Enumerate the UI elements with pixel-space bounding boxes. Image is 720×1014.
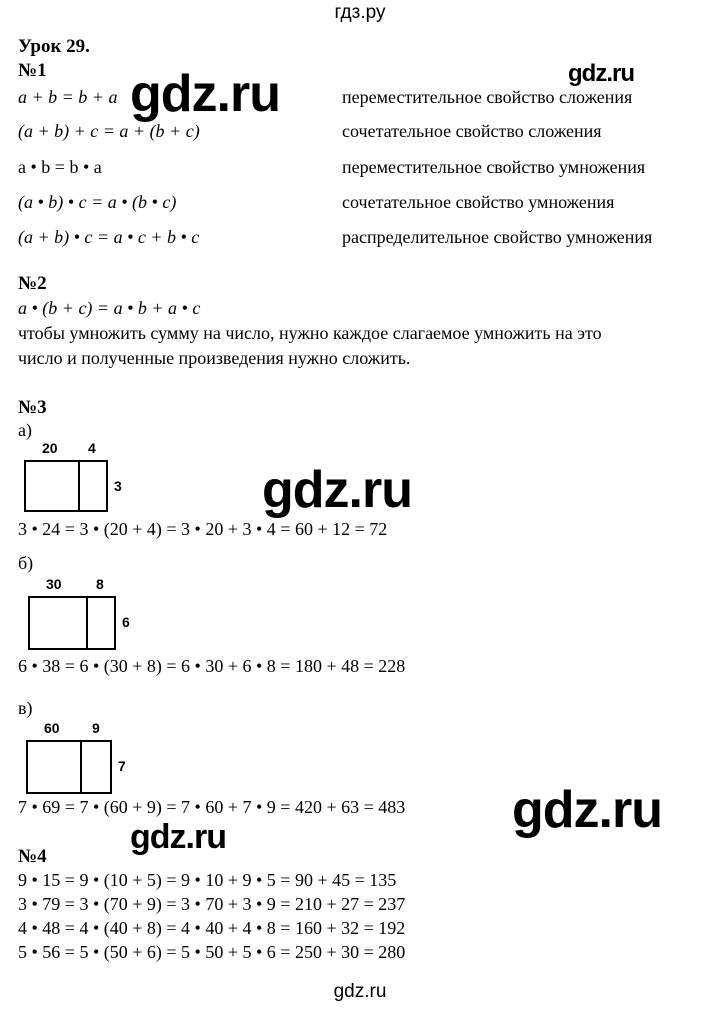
diagram-c-divider [80, 740, 82, 794]
task1-formula-3: a • b = b • a [18, 157, 102, 177]
diagram-a-rectangle [24, 460, 108, 512]
watermark-2: gdz.ru [568, 60, 634, 87]
diagram-c-top-left-label: 60 [44, 720, 60, 736]
task3-part-a-diagram [20, 440, 140, 520]
task1-property-5: распределительное свойство умножения [342, 227, 653, 247]
diagram-b-divider [86, 596, 88, 650]
diagram-b-top-right-label: 8 [96, 576, 104, 592]
lesson-title: Урок 29. [18, 36, 90, 57]
diagram-c-top-right-label: 9 [92, 720, 100, 736]
task3-part-c-diagram [24, 720, 144, 800]
task1-property-4: сочетательное свойство умножения [342, 192, 615, 212]
diagram-b-top-left-label: 30 [46, 576, 62, 592]
diagram-a-top-left-label: 20 [42, 440, 58, 456]
task3-part-b-equation: 6 • 38 = 6 • (30 + 8) = 6 • 30 + 6 • 8 = 180 + 48 = 228 [18, 656, 406, 676]
diagram-c-side-label: 7 [118, 758, 126, 774]
task4-line-4: 5 • 56 = 5 • (50 + 6) = 5 • 50 + 5 • 6 = 250 + 30 = 280 [18, 942, 406, 962]
task2-formula: a • (b + c) = a • b + a • c [18, 298, 201, 318]
task3-part-a-letter: а) [18, 420, 32, 440]
task4-line-1: 9 • 15 = 9 • (10 + 5) = 9 • 10 + 9 • 5 = 90 + 45 = 135 [18, 870, 397, 890]
task1-property-1: переместительное свойство сложения [342, 87, 633, 107]
site-footer: gdz.ru [333, 981, 387, 1002]
diagram-a-side-label: 3 [114, 478, 122, 494]
watermark-5: gdz.ru [130, 818, 226, 856]
task3-part-a-equation: 3 • 24 = 3 • (20 + 4) = 3 • 20 + 3 • 4 = 60 + 12 = 72 [18, 519, 388, 539]
diagram-b-rectangle [28, 596, 116, 650]
diagram-c-rectangle [26, 740, 112, 794]
diagram-a-top-right-label: 4 [88, 440, 96, 456]
task1-heading: №1 [18, 60, 47, 81]
task3-part-b-letter: б) [18, 553, 34, 573]
task3-heading: №3 [18, 397, 47, 418]
watermark-4: gdz.ru [512, 781, 662, 839]
task1-formula-4: (a • b) • c = a • (b • c) [18, 192, 177, 212]
task1-property-2: сочетательное свойство сложения [342, 121, 602, 141]
diagram-a-divider [78, 460, 80, 512]
diagram-b-side-label: 6 [122, 614, 130, 630]
task3-part-b-diagram [28, 576, 148, 656]
task1-formula-1: a + b = b + a [18, 87, 118, 107]
task1-property-3: переместительное свойство умножения [342, 157, 646, 177]
task2-text-line2: число и полученные произведения нужно сложить. [18, 348, 411, 368]
task2-heading: №2 [18, 273, 47, 294]
task4-line-2: 3 • 79 = 3 • (70 + 9) = 3 • 70 + 3 • 9 = 210 + 27 = 237 [18, 894, 406, 914]
watermark-1: gdz.ru [130, 65, 280, 123]
task1-formula-5: (a + b) • c = a • c + b • c [18, 227, 200, 247]
task2-text-line1: чтобы умножить сумму на число, нужно каждое слагаемое умножить на это [18, 323, 602, 343]
task3-part-c-letter: в) [18, 698, 33, 718]
task4-line-3: 4 • 48 = 4 • (40 + 8) = 4 • 40 + 4 • 8 = 160 + 32 = 192 [18, 918, 406, 938]
task4-heading: №4 [18, 846, 47, 867]
watermark-3: gdz.ru [262, 461, 412, 519]
site-header-title: гдз.ру [334, 2, 386, 23]
task3-part-c-equation: 7 • 69 = 7 • (60 + 9) = 7 • 60 + 7 • 9 = 420 + 63 = 483 [18, 797, 406, 817]
task1-formula-2: (a + b) + c = a + (b + c) [18, 121, 200, 141]
